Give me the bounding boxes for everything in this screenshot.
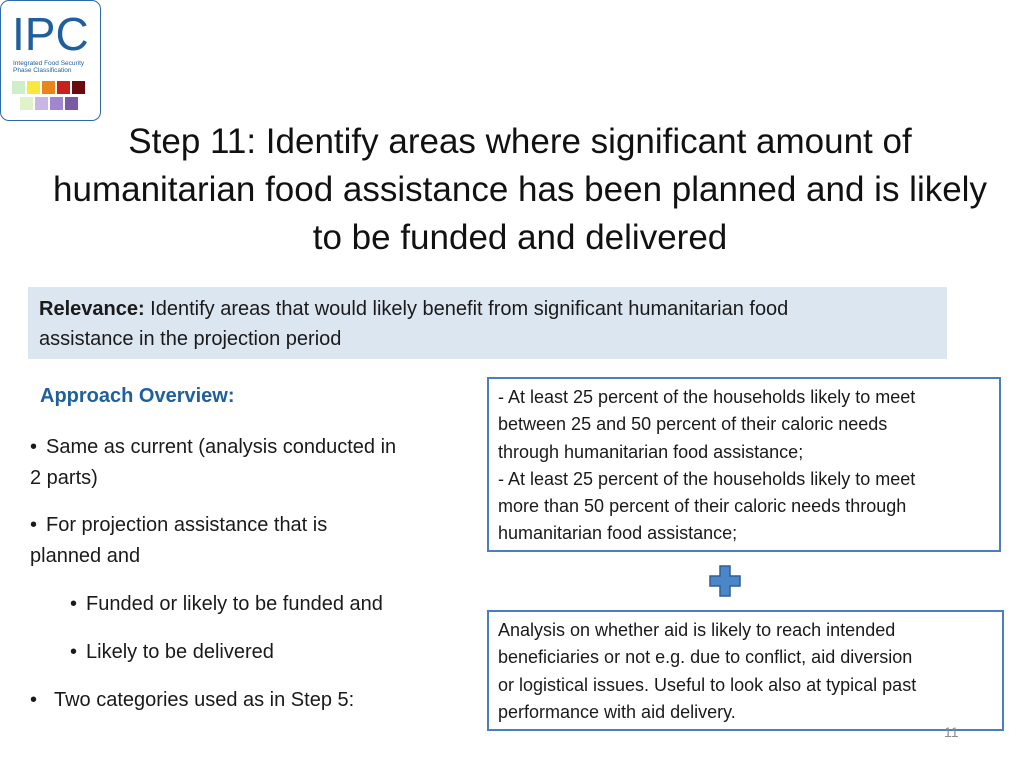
bullet-dot: • <box>30 436 38 458</box>
bullet-text: planned and <box>30 545 141 567</box>
bullet-dot: • <box>70 641 78 663</box>
criteria-line: more than 50 percent of their caloric needs through <box>498 496 907 517</box>
bullet-text: Funded or likely to be funded and <box>86 593 383 615</box>
analysis-line: or logistical issues. Useful to look also at typical past <box>498 674 917 695</box>
phase-swatch <box>20 97 33 110</box>
bullet-item <box>70 637 274 668</box>
relevance-box <box>28 287 947 359</box>
bullet-item <box>70 589 383 620</box>
phase-swatch <box>50 97 63 110</box>
title-line3: to be funded and delivered <box>312 218 728 257</box>
page-number: 11 <box>944 724 959 740</box>
phase-swatch <box>65 97 78 110</box>
bullet-dot: • <box>30 514 38 536</box>
criteria-line: between 25 and 50 percent of their caloric needs <box>498 414 888 435</box>
phase-swatch <box>27 81 40 94</box>
criteria-line: through humanitarian food assistance; <box>498 441 804 462</box>
criteria-line: humanitarian food assistance; <box>498 523 738 544</box>
title-line1: Step 11: Identify areas where significant amount of <box>128 122 912 161</box>
logo-subtitle <box>13 60 97 74</box>
bullet-dot: • <box>30 689 38 711</box>
plus-icon <box>709 565 741 597</box>
bullet-text: Two categories used as in Step 5: <box>54 689 355 711</box>
bullet-text: 2 parts) <box>30 467 98 489</box>
criteria-box <box>487 377 1001 552</box>
bullet-text: For projection assistance that is <box>46 514 328 536</box>
logo-subtitle-line2: Phase Classification <box>13 67 72 74</box>
logo-swatches-row1 <box>12 81 92 94</box>
analysis-line: Analysis on whether aid is likely to reach intended <box>498 620 896 640</box>
relevance-text-line2: assistance in the projection period <box>39 328 342 350</box>
logo-swatches-row2 <box>20 97 100 110</box>
bullet-item <box>30 685 354 716</box>
criteria-line: - At least 25 percent of the households likely to meet <box>498 387 916 407</box>
logo-subtitle-line1: Integrated Food Security <box>13 60 85 67</box>
phase-swatch <box>72 81 85 94</box>
ipc-logo <box>0 0 101 121</box>
slide-title <box>20 118 1020 262</box>
relevance-label: Relevance: <box>39 298 145 320</box>
relevance-text-line1: Identify areas that would likely benefit from significant humanitarian food <box>144 298 789 320</box>
phase-swatch <box>57 81 70 94</box>
bullet-item <box>30 510 327 572</box>
analysis-line: performance with aid delivery. <box>498 701 736 722</box>
logo-word: IPC <box>12 8 89 60</box>
analysis-line: beneficiaries or not e.g. due to conflict, aid diversion <box>498 647 913 668</box>
approach-title: Approach Overview: <box>40 385 235 407</box>
bullet-item <box>30 432 396 494</box>
phase-swatch <box>12 81 25 94</box>
phase-swatch <box>35 97 48 110</box>
bullet-text: Likely to be delivered <box>86 641 274 663</box>
phase-swatch <box>42 81 55 94</box>
criteria-line: - At least 25 percent of the households likely to meet <box>498 468 916 489</box>
analysis-box <box>487 610 1004 731</box>
title-line2: humanitarian food assistance has been planned and is likely <box>53 170 987 209</box>
bullet-dot: • <box>70 593 78 615</box>
bullet-text: Same as current (analysis conducted in <box>46 436 397 458</box>
